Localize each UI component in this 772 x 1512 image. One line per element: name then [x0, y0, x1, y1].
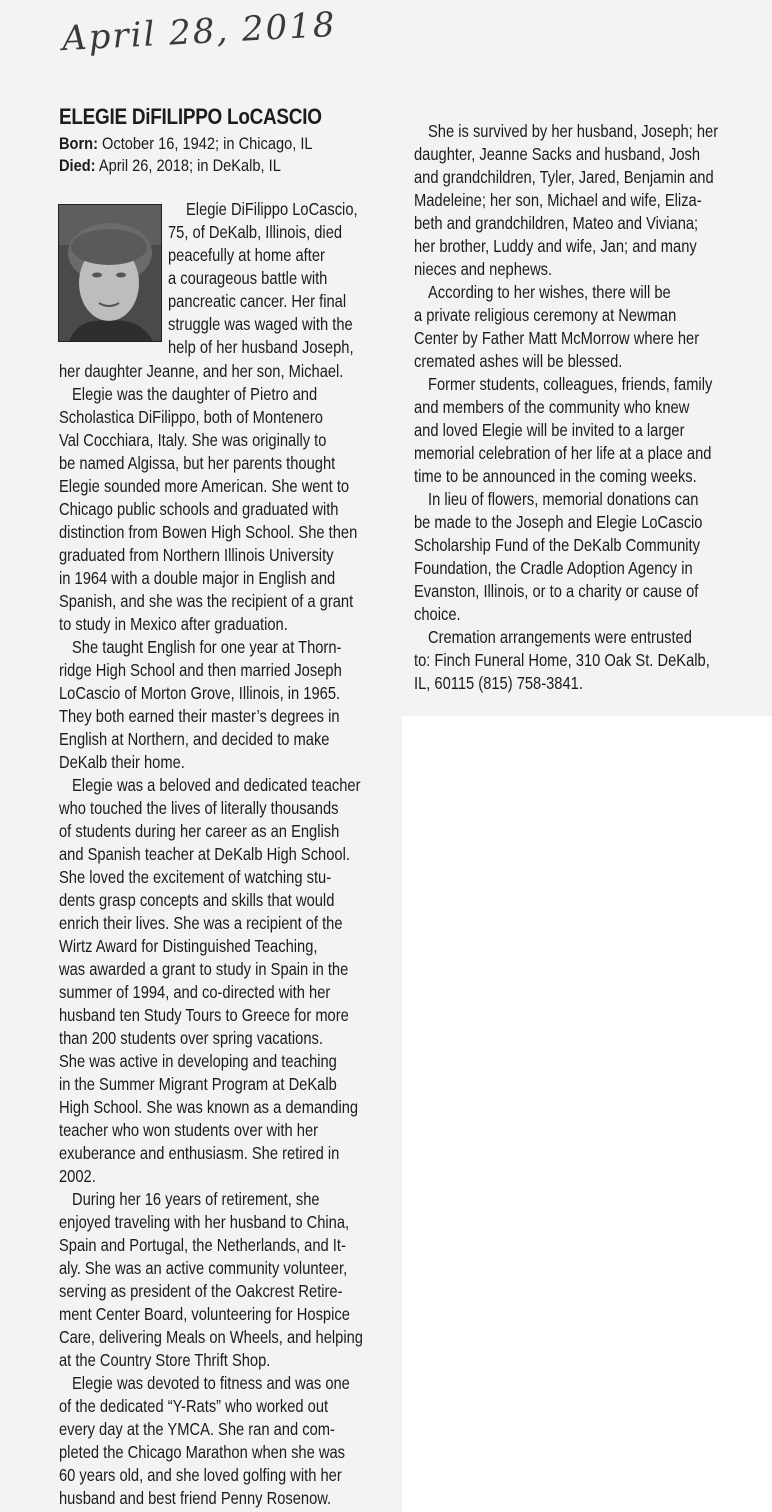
obituary-text-line: During her 16 years of retirement, she	[72, 1189, 320, 1209]
obituary-text-line: Elegie DiFilippo LoCascio,	[186, 199, 358, 219]
born-line	[59, 134, 313, 154]
obituary-text-line: Spanish, and she was the recipient of a grant	[59, 591, 354, 611]
obituary-text-line: She loved the excitement of watching stu-	[59, 867, 332, 887]
obituary-text-line: Foundation, the Cradle Adoption Agency in	[414, 558, 693, 578]
obituary-text-line: Val Cocchiara, Italy. She was originally to	[59, 430, 327, 450]
obituary-text-line: Scholarship Fund of the DeKalb Community	[414, 535, 700, 555]
obituary-text-line: husband and best friend Penny Rosenow.	[59, 1488, 332, 1508]
obituary-text-line: enrich their lives. She was a recipient of the	[59, 913, 343, 933]
obituary-text-line: English at Northern, and decided to make	[59, 729, 330, 749]
obituary-text-line: Former students, colleagues, friends, family	[428, 374, 713, 394]
obituary-text-line: pancreatic cancer. Her final	[168, 291, 347, 311]
obituary-text-line: a courageous battle with	[168, 268, 328, 288]
obituary-text-line: ridge High School and then married Joseph	[59, 660, 342, 680]
obituary-text-line: LoCascio of Morton Grove, Illinois, in 1965.	[59, 683, 341, 703]
obituary-text-line: time to be announced in the coming weeks.	[414, 466, 697, 486]
obituary-text-line: 60 years old, and she loved golfing with her	[59, 1465, 342, 1485]
handwritten-date: April 28, 2018	[61, 4, 338, 60]
obituary-text-line: Center by Father Matt McMorrow where her	[414, 328, 700, 348]
obituary-text-line: to study in Mexico after graduation.	[59, 614, 288, 634]
obituary-text-line: She was active in developing and teaching	[59, 1051, 337, 1071]
obituary-text-line: graduated from Northern Illinois University	[59, 545, 334, 565]
obituary-text-line: In lieu of flowers, memorial donations can	[428, 489, 699, 509]
obituary-text-line: According to her wishes, there will be	[428, 282, 671, 302]
obituary-text-line: a private religious ceremony at Newman	[414, 305, 677, 325]
obituary-text-line: in 1964 with a double major in English and	[59, 568, 336, 588]
obituary-text-line: Madeleine; her son, Michael and wife, Eliza-	[414, 190, 702, 210]
obituary-text-line: Care, delivering Meals on Wheels, and helping	[59, 1327, 363, 1347]
obituary-text-line: be named Algissa, but her parents thought	[59, 453, 336, 473]
obituary-text-line: Wirtz Award for Distinguished Teaching,	[59, 936, 318, 956]
obituary-text-line: husband ten Study Tours to Greece for more	[59, 1005, 349, 1025]
obituary-text-line: She is survived by her husband, Joseph; her	[428, 121, 719, 141]
obituary-text-line: enjoyed traveling with her husband to China,	[59, 1212, 350, 1232]
obituary-text-line: to: Finch Funeral Home, 310 Oak St. DeKalb,	[414, 650, 710, 670]
obituary-text-line: her daughter Jeanne, and her son, Michael.	[59, 361, 344, 381]
obituary-text-line: Elegie was a beloved and dedicated teacher	[72, 775, 361, 795]
obituary-text-line: and loved Elegie will be invited to a larger	[414, 420, 685, 440]
obituary-text-line: nieces and nephews.	[414, 259, 553, 279]
obituary-text-line: She taught English for one year at Thorn-	[72, 637, 342, 657]
obituary-text-line: beth and grandchildren, Mateo and Viviana;	[414, 213, 699, 233]
obituary-text-line: choice.	[414, 604, 461, 624]
obituary-text-line: exuberance and enthusiasm. She retired in	[59, 1143, 340, 1163]
obituary-text-line: who touched the lives of literally thousands	[59, 798, 339, 818]
obituary-text-line: DeKalb their home.	[59, 752, 185, 772]
obituary-text-line: High School. She was known as a demanding	[59, 1097, 359, 1117]
obituary-text-line: aly. She was an active community volunteer,	[59, 1258, 348, 1278]
obituary-text-line: Evanston, Illinois, or to a charity or cause of	[414, 581, 699, 601]
obituary-text-line: pleted the Chicago Marathon when she was	[59, 1442, 346, 1462]
obituary-text-line: Cremation arrangements were entrusted	[428, 627, 692, 647]
obituary-text-line: and Spanish teacher at DeKalb High School.	[59, 844, 350, 864]
obituary-text-line: Spain and Portugal, the Netherlands, and It-	[59, 1235, 346, 1255]
obituary-text-line: help of her husband Joseph,	[168, 337, 354, 357]
died-line	[59, 156, 281, 176]
portrait-photo	[58, 204, 162, 342]
born-value: October 16, 1942; in Chicago, IL	[102, 134, 313, 153]
obituary-text-line: of the dedicated “Y-Rats” who worked out	[59, 1396, 329, 1416]
portrait-icon	[59, 205, 161, 341]
obituary-text-line: teacher who won students over with her	[59, 1120, 319, 1140]
obituary-text-line: Scholastica DiFilippo, both of Montenero	[59, 407, 323, 427]
obituary-text-line: distinction from Bowen High School. She then	[59, 522, 358, 542]
obituary-text-line: 2002.	[59, 1166, 96, 1186]
obituary-text-line: memorial celebration of her life at a place and	[414, 443, 712, 463]
obituary-text-line: cremated ashes will be blessed.	[414, 351, 623, 371]
obituary-text-line: be made to the Joseph and Elegie LoCascio	[414, 512, 703, 532]
obituary-text-line: IL, 60115 (815) 758-3841.	[414, 673, 583, 693]
obituary-text-line: Chicago public schools and graduated with	[59, 499, 339, 519]
obituary-text-line: was awarded a grant to study in Spain in the	[59, 959, 349, 979]
obituary-text-line: and grandchildren, Tyler, Jared, Benjamin and	[414, 167, 714, 187]
obituary-text-line: They both earned their master’s degrees in	[59, 706, 340, 726]
obituary-text-line: and members of the community who knew	[414, 397, 690, 417]
obituary-text-line: summer of 1994, and co-directed with her	[59, 982, 331, 1002]
obituary-text-line: Elegie sounded more American. She went to	[59, 476, 350, 496]
died-label: Died:	[59, 156, 96, 175]
obituary-text-line: 75, of DeKalb, Illinois, died	[168, 222, 343, 242]
obituary-text-line: than 200 students over spring vacations.	[59, 1028, 323, 1048]
obituary-text-line: her brother, Luddy and wife, Jan; and many	[414, 236, 697, 256]
obituary-text-line: peacefully at home after	[168, 245, 325, 265]
born-label: Born:	[59, 134, 98, 153]
obituary-name: ELEGIE DiFILIPPO LoCASCIO	[59, 104, 322, 129]
obituary-text-line: dents grasp concepts and skills that would	[59, 890, 335, 910]
obituary-text-line: serving as president of the Oakcrest Retire-	[59, 1281, 343, 1301]
obituary-text-line: Elegie was the daughter of Pietro and	[72, 384, 318, 404]
died-value: April 26, 2018; in DeKalb, IL	[98, 156, 281, 175]
obituary-text-line: at the Country Store Thrift Shop.	[59, 1350, 271, 1370]
obituary-text-line: ment Center Board, volunteering for Hospice	[59, 1304, 350, 1324]
obituary-text-line: daughter, Jeanne Sacks and husband, Josh	[414, 144, 701, 164]
obituary-text-line: every day at the YMCA. She ran and com-	[59, 1419, 335, 1439]
obituary-text-line: Elegie was devoted to fitness and was one	[72, 1373, 350, 1393]
obituary-text-line: struggle was waged with the	[168, 314, 353, 334]
obituary-text-line: in the Summer Migrant Program at DeKalb	[59, 1074, 337, 1094]
obituary-text-line: of students during her career as an English	[59, 821, 340, 841]
